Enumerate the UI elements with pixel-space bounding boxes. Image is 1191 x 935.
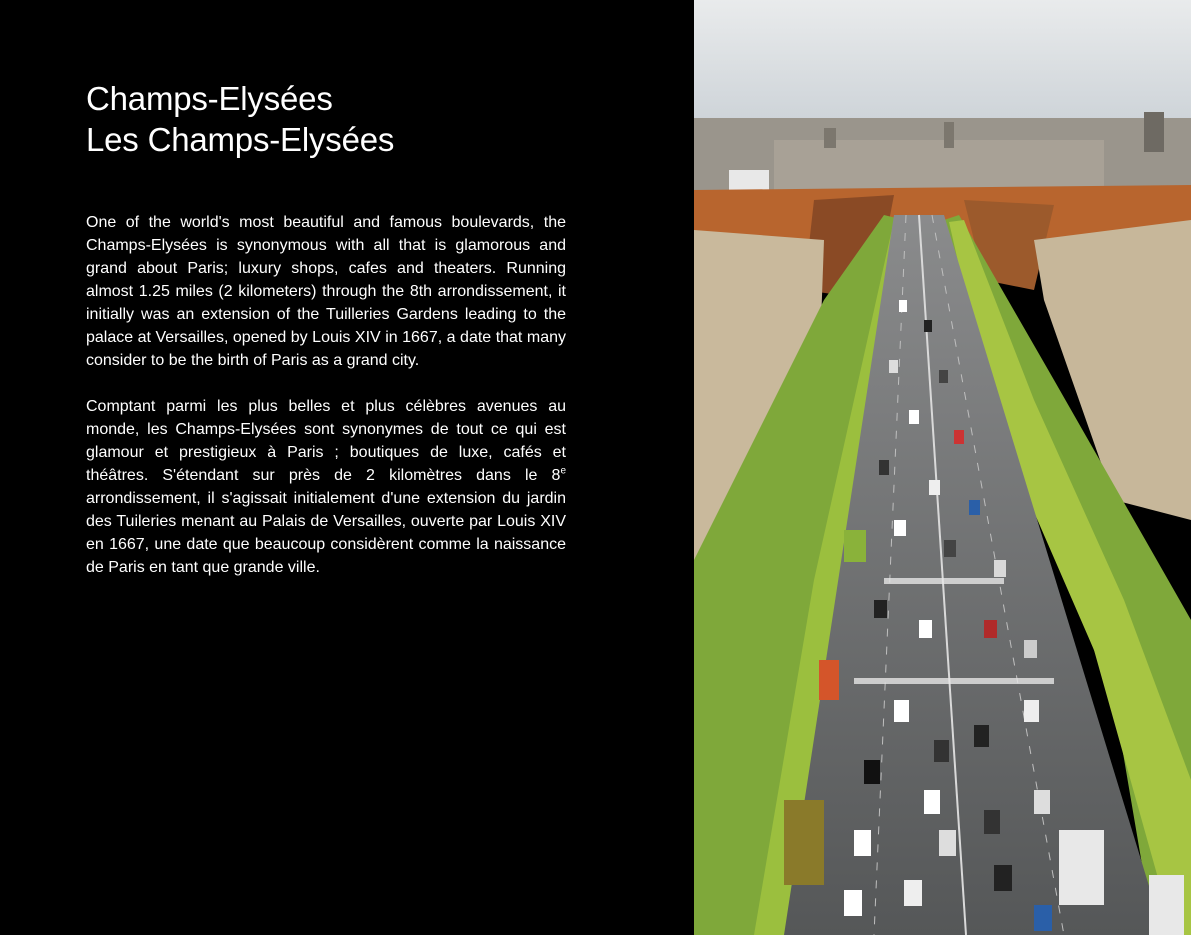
- title-french: Les Champs-Elysées: [86, 121, 395, 158]
- page-title: [86, 78, 606, 160]
- coach-bus: [1059, 830, 1104, 905]
- title-english: Champs-Elysées: [86, 80, 333, 117]
- french-text-part-1: Comptant parmi les plus belles et plus célèbres avenues au monde, les Champs-Elysées sont synonymes de tout ce qui est glamour et prestigieux à Paris ; boutiques de luxe, cafés et théâtres. S'étendant sur près de 2 kilomètres dans le 8: [86, 398, 566, 484]
- ordinal-superscript: e: [560, 465, 566, 477]
- champs-elysees-photo: [694, 0, 1191, 935]
- french-text-part-2: arrondissement, il s'agissait initialement d'une extension du jardin des Tuileries menant au Palais de Versailles, ouverte par Louis XIV en 1667, une date que beaucoup considèrent comme la naissance de Paris en tant que grande ville.: [86, 490, 566, 576]
- tour-bus: [784, 800, 824, 885]
- sky: [694, 0, 1191, 125]
- louvre-buildings: [774, 140, 1104, 190]
- body-paragraph-french: [86, 395, 566, 579]
- body-paragraph-english: One of the world's most beautiful and famous boulevards, the Champs-Elysées is synonymous with all that is glamorous and grand about Paris; luxury shops, cafes and theaters. Running almost 1.25 miles (2 kilometers) through the 8th arrondissement, it initially was an extension of the Tuilleries Gardens leading to the palace at Versailles, opened by Louis XIV in 1667, a date that many consider to be the birth of Paris as a grand city.: [86, 214, 566, 369]
